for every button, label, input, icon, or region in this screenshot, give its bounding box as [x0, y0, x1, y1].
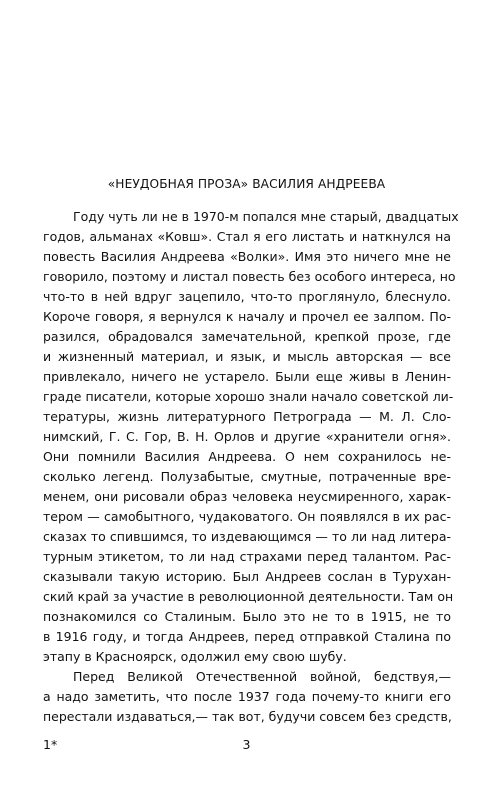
text-line: менем, они рисовали образ человека неусмиренного, харак- — [43, 489, 451, 504]
text-line: сколько легенд. Полузабытые, смутные, потраченные вре- — [43, 469, 451, 484]
text-line: Году чуть ли не в 1970-м попался мне старый, двадцатых — [73, 209, 459, 224]
text-line: годов, альманах «Ковш». Стал я его листать и наткнулся на — [43, 229, 451, 244]
text-line: нимский, Г. С. Гор, В. Н. Орлов и другие «хранители огня». — [43, 429, 451, 444]
text-line: тературы, жизнь литературного Петрограда — М. Л. Сло- — [43, 409, 451, 424]
text-line: этапу в Красноярск, одолжил ему свою шубу. — [43, 649, 347, 664]
text-line: познакомился со Сталиным. Было это не то в 1915, не то — [43, 609, 451, 624]
text-line: а надо заметить, что после 1937 года почему-то книги его — [43, 689, 451, 704]
text-line: тером — самобытного, чудаковатого. Он появлялся в их рас- — [43, 509, 451, 524]
text-line: Они помнили Василия Андреева. О нем сохранилось не- — [43, 449, 451, 464]
text-line: что-то в ней вдруг зацепило, что-то проглянуло, блеснуло. — [43, 289, 451, 304]
text-line: привлекало, ничего не устарело. Были еще живы в Ленин- — [43, 369, 451, 384]
text-line: в 1916 году, и тогда Андреев, перед отправкой Сталина по — [43, 629, 451, 644]
text-line: Короче говоря, я вернулся к началу и прочел ее залпом. По- — [43, 309, 451, 324]
signature-mark: 1* — [43, 737, 58, 752]
text-line: турным этикетом, то ли над страхами перед талантом. Рас- — [43, 549, 451, 564]
text-line: повесть Василия Андреева «Волки». Имя это ничего мне не — [43, 249, 451, 264]
text-line: разился, обрадовался замечательной, крепкой прозе, где — [43, 329, 451, 344]
text-line: сказах то спившимся, то издевающимся — то ли над литера- — [43, 529, 451, 544]
chapter-title: «НЕУДОБНАЯ ПРОЗА» ВАСИЛИЯ АНДРЕЕВА — [107, 177, 386, 191]
paragraph-1 — [43, 207, 459, 667]
text-line: говорило, поэтому и листал повесть без особого интереса, но — [43, 269, 456, 284]
text-line: перестали издаваться,— так вот, будучи совсем без средств, — [43, 709, 452, 724]
text-line: и жизненный материал, и язык, и мысль авторская — все — [43, 349, 451, 364]
page-number: 3 — [242, 737, 251, 752]
text-line: граде писатели, которые хорошо знали начало советской ли- — [43, 389, 454, 404]
text-line: сказывали такую историю. Был Андреев сослан в Турухан- — [43, 569, 451, 584]
paragraph-2 — [43, 667, 451, 727]
text-line: ский край за участие в революционной деятельности. Там он — [43, 589, 454, 604]
text-line: Перед Великой Отечественной войной, бедствуя,— — [73, 669, 451, 684]
